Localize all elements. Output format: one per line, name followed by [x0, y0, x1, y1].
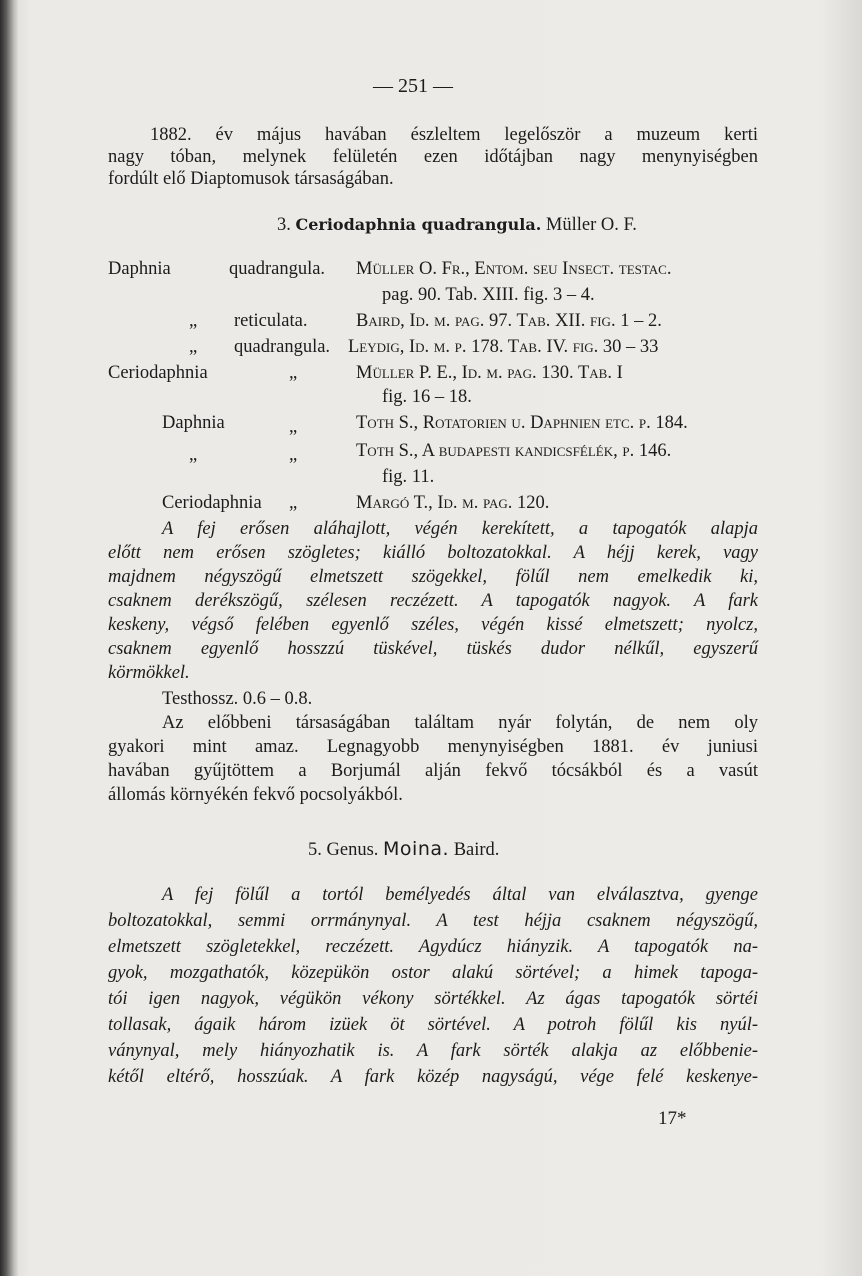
synonym-epithet: quadrangula.: [229, 259, 326, 279]
genus-prefix: 5. Genus.: [308, 840, 379, 860]
genus-name: Moina.: [383, 838, 450, 860]
text-line: körmökkel.: [108, 663, 190, 683]
genus-author: Baird.: [453, 840, 500, 860]
page-number: — 251 —: [373, 75, 453, 97]
synonym-reference: Toth S., Rotatorien u. Daphnien etc. p. 184.: [356, 413, 688, 433]
synonym-epithet: reticulata.: [234, 311, 308, 331]
synonym-genus: Daphnia: [108, 259, 171, 279]
synonym-epithet: „: [289, 493, 298, 513]
species-heading: [277, 214, 637, 236]
text-line: állomás környékén fekvő pocsolyákból.: [108, 785, 403, 805]
text-line: tói igen nagyok, végükön vékony sörtékkel. Az ágas tapogatók sörtéi: [108, 989, 758, 1009]
synonym-reference: Baird, Id. m. pag. 97. Tab. XII. fig. 1 – 2.: [356, 311, 662, 331]
text-line: A fej erősen aláhajlott, végén kerekített, a tapogatók alapja: [162, 519, 758, 539]
book-spine-shadow: [0, 0, 18, 1276]
text-line: kétől eltérő, hosszúak. A fark közép nagyságú, vége felé keskenye-: [108, 1067, 758, 1087]
synonym-reference: fig. 11.: [382, 467, 435, 487]
text-line: havában gyűjtöttem a Borjumál alján fekvő tócsákból és a vasút: [108, 761, 758, 781]
species-author: Müller O. F.: [545, 215, 637, 235]
text-line: csaknem egyenlő hosszzú tüskével, tüskés dudor nélkűl, egyszerű: [108, 639, 758, 659]
signature-mark: 17*: [658, 1108, 687, 1129]
synonym-genus: Ceriodaphnia: [108, 363, 208, 383]
text-line: ványnyal, mely hiányozhatik is. A fark sörték alakja az előbbenie-: [108, 1041, 758, 1061]
synonym-genus: „: [189, 311, 198, 331]
synonym-reference: Toth S., A budapesti kandicsfélék, p. 146.: [356, 441, 672, 461]
synonym-reference: Müller O. Fr., Entom. seu Insect. testac.: [356, 259, 672, 279]
synonym-reference: Margó T., Id. m. pag. 120.: [356, 493, 550, 513]
text-line: tollasak, ágaik három izüek öt sörtével. A potroh fölűl kis nyúl-: [108, 1015, 758, 1035]
synonym-reference: fig. 16 – 18.: [382, 387, 472, 407]
synonym-epithet: „: [289, 363, 298, 383]
text-line: elmetszett szögletekkel, reczézett. Agydúcz hiányzik. A tapogatók na-: [108, 937, 758, 957]
synonym-epithet: „: [289, 445, 298, 465]
synonym-reference: Leydig, Id. m. p. 178. Tab. IV. fig. 30 – 33: [348, 337, 659, 357]
text-line: keskeny, végső felében egyenlő széles, végén kissé elmetszett; nyolcz,: [108, 615, 758, 635]
text-line: boltozatokkal, semmi orrmánynyal. A test héjja csaknem négyszögű,: [108, 911, 758, 931]
species-number: 3.: [277, 215, 291, 235]
text-line: nagy tóban, melynek felületén ezen időtájban nagy menynyiségben: [108, 147, 758, 167]
text-line: 1882. év május havában észleltem legelőször a muzeum kerti: [150, 125, 758, 145]
synonym-genus: „: [189, 337, 198, 357]
synonym-reference: pag. 90. Tab. XIII. fig. 3 – 4.: [382, 285, 595, 305]
text-line: fordúlt elő Diaptomusok társaságában.: [108, 169, 394, 189]
text-line: majdnem négyszögű elmetszett szögekkel, fölűl nem emelkedik ki,: [108, 567, 758, 587]
synonym-reference: Müller P. E., Id. m. pag. 130. Tab. I: [356, 363, 623, 383]
synonym-epithet: quadrangula.: [234, 337, 331, 357]
genus-heading: [308, 838, 499, 861]
species-name: Ceriodaphnia quadrangula.: [295, 215, 542, 234]
synonym-genus: „: [189, 445, 198, 465]
text-line: Az előbbeni társaságában találtam nyár folytán, de nem oly: [162, 713, 758, 733]
synonym-epithet: „: [289, 417, 298, 437]
text-line: gyakori mint amaz. Legnagyobb menynyiségben 1881. év juniusi: [108, 737, 758, 757]
text-line: előtt nem erősen szögletes; kiálló boltozatokkal. A héjj kerek, vagy: [108, 543, 758, 563]
text-line: csaknem derékszögű, szélesen reczézett. A tapogatók nagyok. A fark: [108, 591, 758, 611]
body-length: Testhossz. 0.6 – 0.8.: [162, 689, 313, 709]
text-line: A fej fölűl a tortól bemélyedés által van elválasztva, gyenge: [162, 885, 758, 905]
synonym-genus: Ceriodaphnia: [162, 493, 262, 513]
synonym-genus: Daphnia: [162, 413, 225, 433]
text-line: gyok, mozgathatók, közepükön ostor alakú sörtével; a himek tapoga-: [108, 963, 758, 983]
